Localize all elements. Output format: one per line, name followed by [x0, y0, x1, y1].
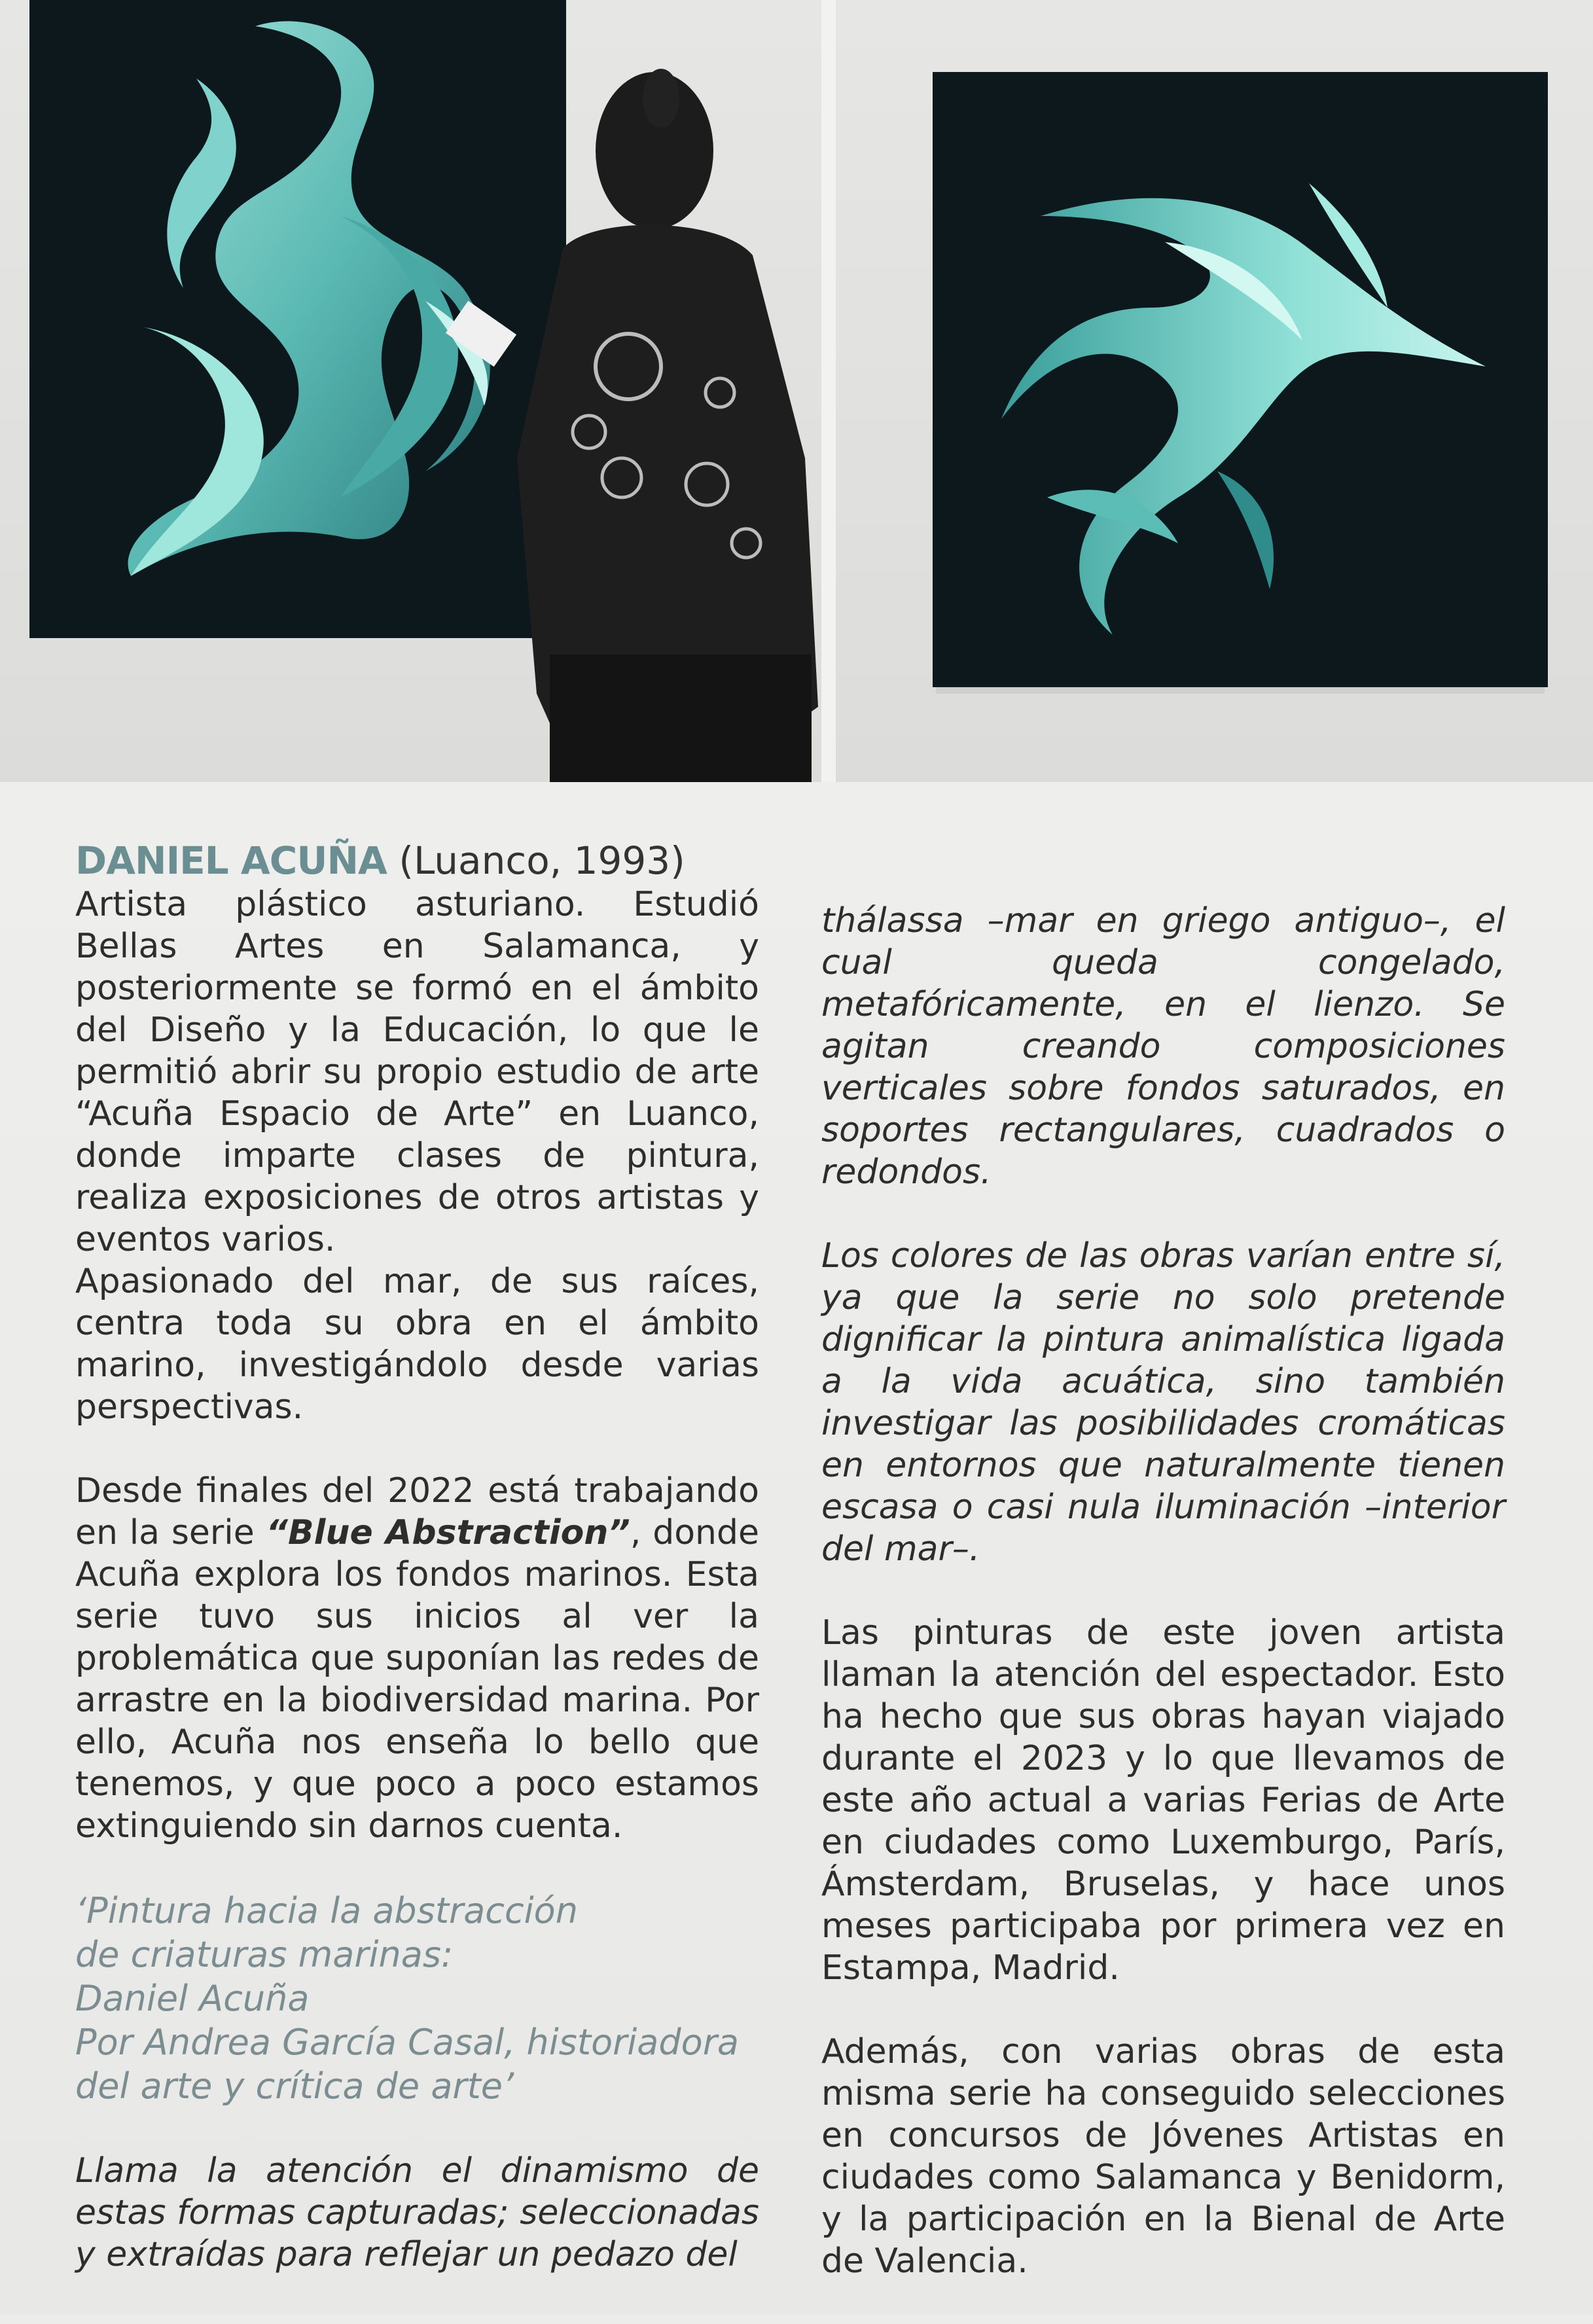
- painting-right: [933, 72, 1548, 694]
- bio-paragraph: Artista plástico asturiano. Estudió Bellas Artes en Salamanca, y posteriormente se formó en el ámbito del Diseño y la Educación, lo que le permitió abrir su propio estudio de arte “Acuña Espacio de Arte” en Luanco, donde imparte clases de pintura, realiza exposiciones de otros artistas y eventos varios.: [75, 885, 759, 1259]
- quote-line: Por Andrea García Casal, historiadora: [75, 2022, 740, 2063]
- photo-divider: [821, 0, 836, 782]
- exhibition-photo: [0, 0, 1593, 782]
- text-page: [0, 782, 1593, 2314]
- artist-origin: (Luanco, 1993): [399, 838, 685, 883]
- travels-paragraph: Las pinturas de este joven artista llaman la atención del espectador. Esto ha hecho que sus obras hayan viajado durante el 2023 y lo que llevamos de este año actual a varias Ferias de Arte en ciudades como Luxemburgo, París, Ámsterdam, Bruselas, y hace unos meses participaba por primera vez en Estampa, Madrid.: [821, 1613, 1505, 1988]
- left-column: [75, 838, 759, 2317]
- quote-line: de criaturas marinas:: [75, 1934, 454, 1975]
- series-text-after: , donde Acuña explora los fondos marinos. Esta serie tuvo sus inicios al ver la problemática que suponían las redes de arrastre en la biodiversidad marina. Por ello, Acuña nos enseña lo bello que tenemos, y que poco a poco estamos extinguiendo sin darnos cuenta.: [75, 1513, 759, 1846]
- quote-line: del arte y crítica de arte’: [75, 2065, 514, 2107]
- artist-heading: [75, 838, 759, 884]
- quote-line: ‘Pintura hacia la abstracción: [75, 1890, 578, 1931]
- essay-colors-paragraph: Los colores de las obras varían entre sí, ya que la serie no solo pretende dignificar la pintura animalística ligada a la vida acuática, sino también investigar las posibilidades cromáticas en entornos que naturalmente tienen escasa o casi nula iluminación –interior del mar–.: [821, 1236, 1505, 1569]
- exhibition-illustration: [0, 0, 1593, 782]
- right-column: [821, 900, 1505, 2324]
- bio-paragraph-2: Apasionado del mar, de sus raíces, centra toda su obra en el ámbito marino, investigándolo desde varias perspectivas.: [75, 1262, 759, 1427]
- series-text-before: Desde finales del 2022 está trabajando en la serie: [75, 1471, 759, 1552]
- essay-paragraph-start: Llama la atención el dinamismo de estas formas capturadas; seleccionadas y extraídas para reflejar un pedazo del: [75, 2151, 759, 2274]
- essay-paragraph-cont: thálassa –mar en griego antiguo–, el cual queda congelado, metafóricamente, en el lienzo. Se agitan creando composiciones verticales sobre fondos saturados, en soportes rectangulares, cuadrados o redondos.: [821, 901, 1505, 1192]
- artist-name: DANIEL ACUÑA: [75, 838, 387, 883]
- series-title: “Blue Abstraction”: [266, 1513, 630, 1552]
- article-credit-quote: [75, 1889, 759, 2108]
- series-paragraph: [75, 1470, 759, 1847]
- quote-line: Daniel Acuña: [75, 1978, 310, 2019]
- awards-paragraph: Además, con varias obras de esta misma serie ha conseguido selecciones en concursos de Jóvenes Artistas en ciudades como Salamanca y Benidorm, y la participación en la Bienal de Arte de Valencia.: [821, 2032, 1505, 2281]
